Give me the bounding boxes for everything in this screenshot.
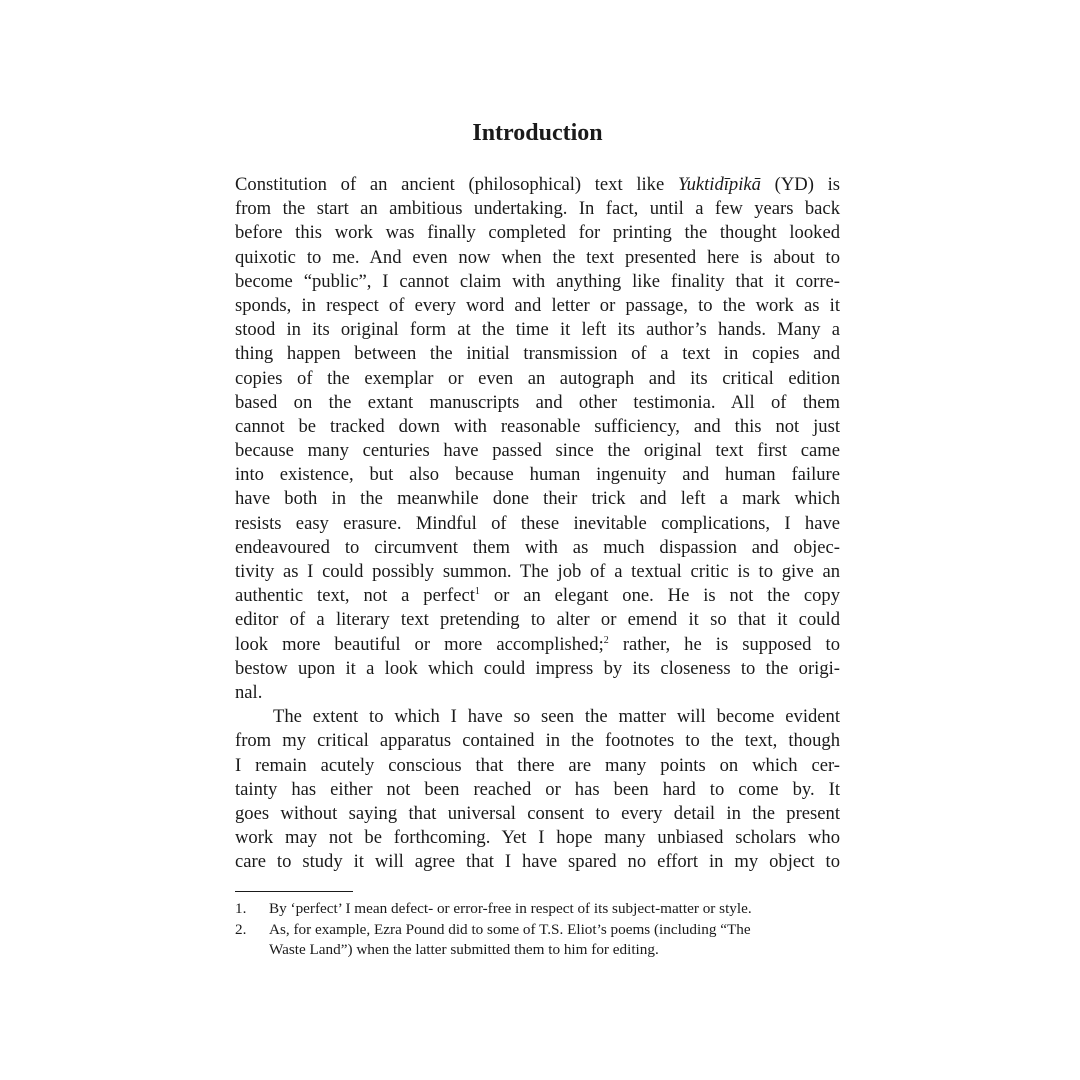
- text-segment: from my critical apparatus contained in the footnotes to the text, though: [235, 730, 840, 752]
- text-line: [235, 512, 840, 536]
- text-line: [235, 560, 840, 584]
- text-line: [235, 415, 840, 439]
- footnote-text: Waste Land”) when the latter submitted them to him for editing.: [269, 941, 659, 958]
- text-line: [235, 342, 840, 366]
- text-segment: authentic text, not a perfect: [235, 585, 475, 607]
- chapter-title: Introduction: [472, 120, 603, 146]
- text-line: [235, 633, 840, 657]
- document-page: [235, 0, 840, 1080]
- italic-title: Yuktidīpikā: [677, 174, 761, 195]
- text-line: [235, 705, 840, 729]
- text-segment: editor of a literary text pretending to alter or emend it so that it could: [235, 609, 840, 631]
- text-segment: tivity as I could possibly summon. The job of a textual critic is to give an: [235, 561, 840, 582]
- text-line: [235, 681, 840, 705]
- text-segment: (YD) is: [760, 174, 840, 195]
- text-line: [235, 850, 840, 874]
- text-segment: because many centuries have passed since the original text first came: [235, 440, 840, 462]
- body-text: [235, 173, 840, 874]
- text-segment: thing happen between the initial transmission of a text in copies and: [235, 343, 840, 365]
- text-line: [235, 246, 840, 270]
- text-segment: or an elegant one. He is not the copy: [479, 585, 840, 607]
- text-segment: become “public”, I cannot claim with anything like finality that it corre-: [235, 270, 840, 292]
- text-segment: before this work was finally completed for printing the thought looked: [235, 222, 840, 244]
- text-line: [235, 463, 840, 487]
- text-segment: The extent to which I have so seen the matter will become evident: [273, 706, 840, 728]
- footnote-text: By ‘perfect’ I mean defect- or error-free in respect of its subject-matter or style.: [269, 900, 752, 917]
- text-line: [235, 608, 840, 632]
- text-segment: look more beautiful or more accomplished;: [235, 633, 604, 655]
- text-segment: resists easy erasure. Mindful of these inevitable complications, I have: [235, 512, 840, 534]
- text-line: [235, 221, 840, 245]
- text-segment: nal.: [235, 681, 263, 703]
- text-segment: care to study it will agree that I have spared no effort in my object to: [235, 851, 840, 873]
- footnotes: [235, 899, 840, 961]
- text-line: [235, 487, 840, 511]
- text-segment: based on the extant manuscripts and other testimonia. All of them: [235, 391, 840, 413]
- text-segment: tainty has either not been reached or has been hard to come by. It: [235, 778, 840, 800]
- text-segment: have both in the meanwhile done their trick and left a mark which: [235, 488, 840, 510]
- text-segment: quixotic to me. And even now when the text presented here is about to: [235, 246, 840, 268]
- text-line: [235, 270, 840, 294]
- text-segment: into existence, but also because human ingenuity and human failure: [235, 464, 840, 486]
- text-segment: I remain acutely conscious that there are many points on which cer-: [235, 754, 840, 776]
- text-line: [235, 802, 840, 826]
- text-line: [235, 584, 840, 608]
- text-line: [235, 294, 840, 318]
- footnote-number: 1.: [235, 900, 247, 917]
- text-line: [235, 439, 840, 463]
- text-line: [235, 391, 840, 415]
- text-line: [235, 729, 840, 753]
- text-line: [235, 318, 840, 342]
- text-line: [235, 197, 840, 221]
- footnote: [235, 920, 840, 961]
- footnote-separator: [235, 891, 353, 892]
- text-segment: goes without saying that universal consent to every detail in the present: [235, 802, 840, 824]
- text-line: [235, 173, 840, 197]
- footnote: [235, 899, 840, 920]
- footnote-reference: 1: [474, 586, 480, 598]
- text-line: [235, 657, 840, 681]
- text-line: [235, 826, 840, 850]
- footnote-reference: 2: [603, 634, 609, 646]
- footnote-text: As, for example, Ezra Pound did to some of T.S. Eliot’s poems (including “The: [269, 920, 751, 938]
- text-segment: cannot be tracked down with reasonable sufficiency, and this not just: [235, 415, 840, 437]
- text-segment: stood in its original form at the time it left its author’s hands. Many a: [235, 319, 840, 341]
- text-line: [235, 536, 840, 560]
- text-segment: endeavoured to circumvent them with as much dispassion and objec-: [235, 536, 840, 558]
- text-segment: Constitution of an ancient (philosophical) text like: [235, 174, 678, 195]
- text-line: [235, 778, 840, 802]
- text-segment: from the start an ambitious undertaking. In fact, until a few years back: [235, 198, 840, 220]
- text-segment: work may not be forthcoming. Yet I hope many unbiased scholars who: [235, 827, 840, 849]
- text-segment: copies of the exemplar or even an autograph and its critical edition: [235, 367, 840, 389]
- text-line: [235, 754, 840, 778]
- text-segment: rather, he is supposed to: [608, 633, 840, 655]
- text-line: [235, 367, 840, 391]
- text-segment: bestow upon it a look which could impress by its closeness to the origi-: [235, 657, 840, 679]
- footnote-number: 2.: [235, 920, 247, 938]
- text-segment: sponds, in respect of every word and letter or passage, to the work as it: [235, 294, 840, 316]
